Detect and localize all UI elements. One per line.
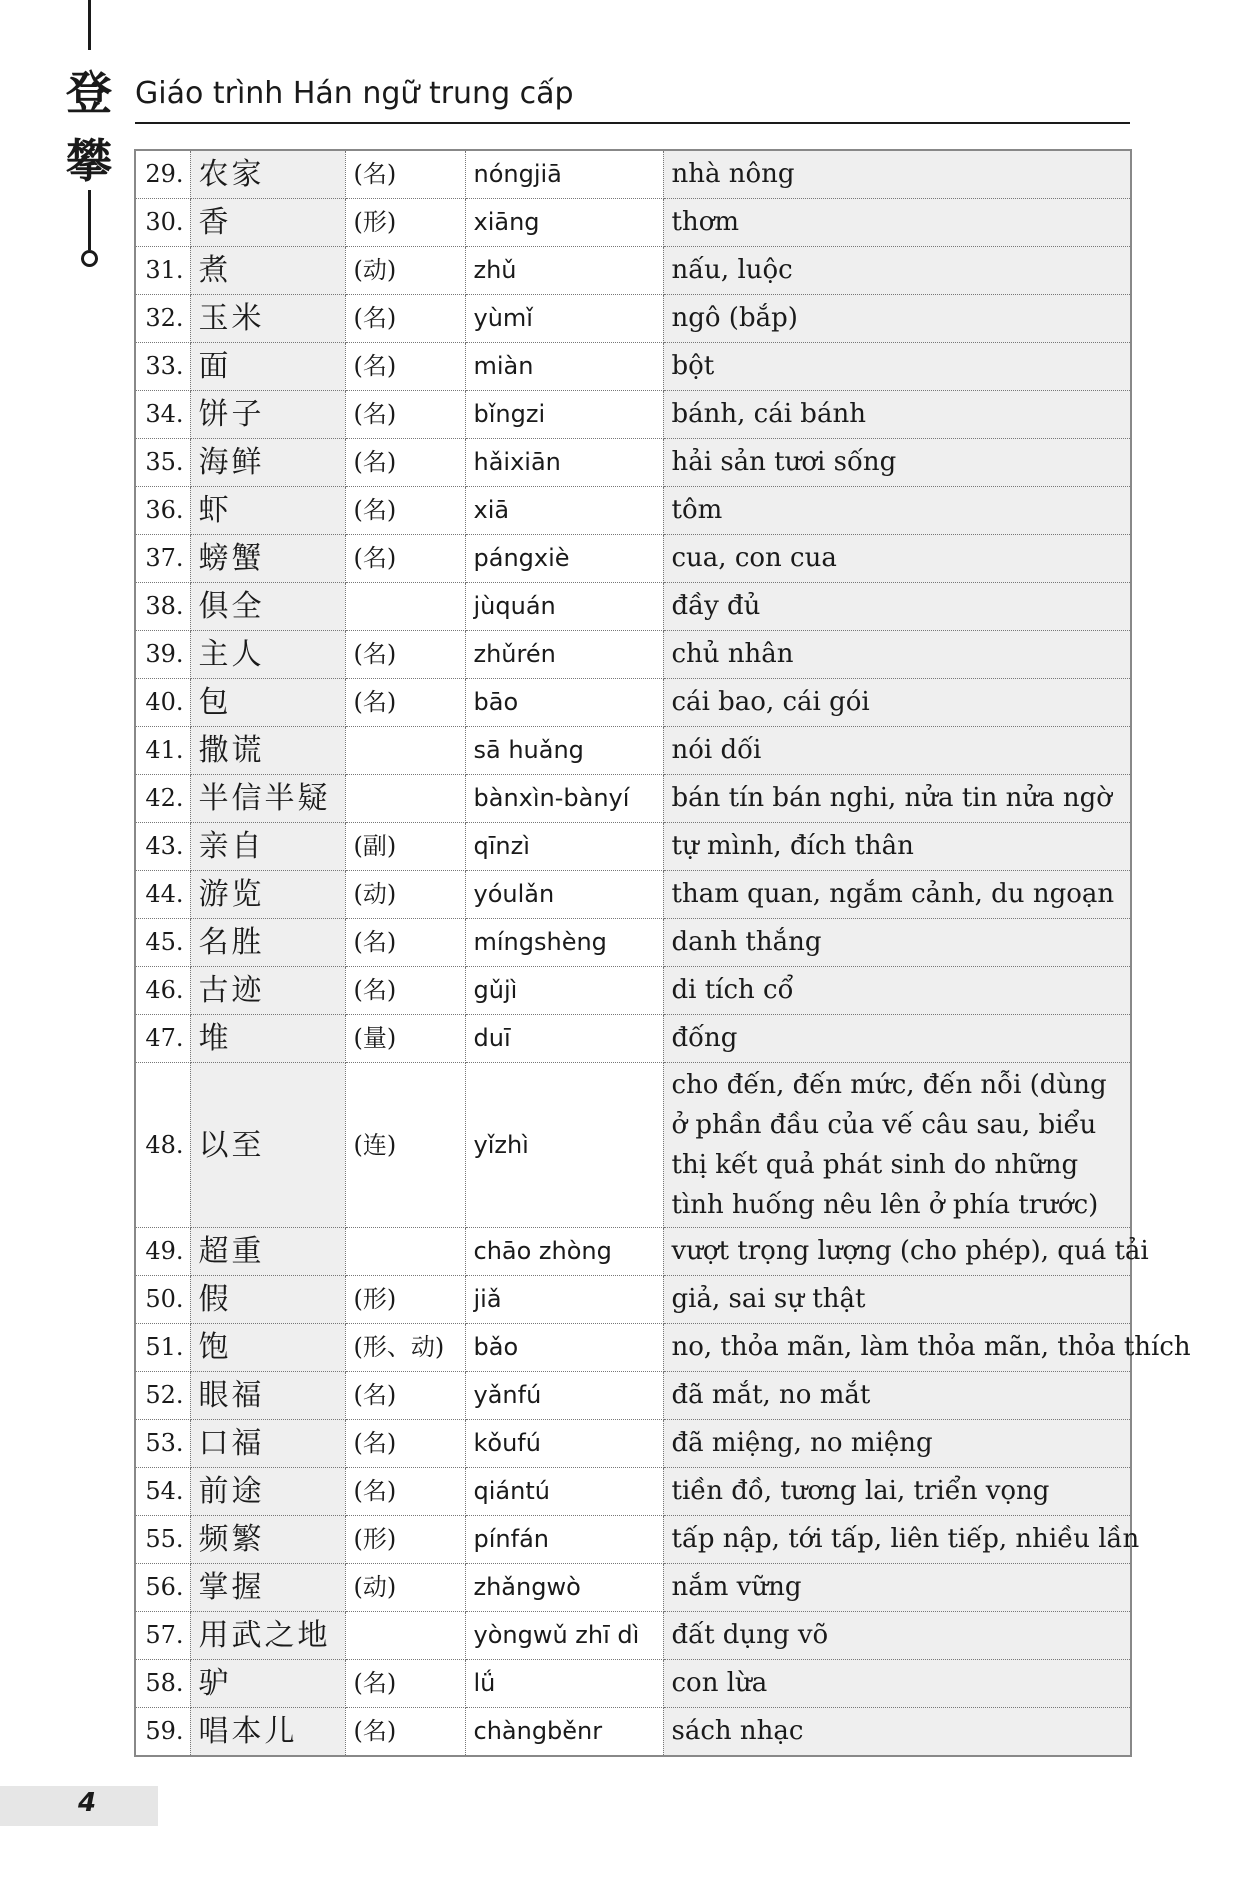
logo-char-1: 登 (66, 66, 112, 120)
vocab-meaning: cái bao, cái gói (663, 679, 1131, 727)
vocab-hanzi: 玉米 (190, 295, 345, 343)
vocab-pinyin: chàngběnr (465, 1708, 663, 1757)
vocab-row (135, 631, 1131, 679)
vocab-pinyin: bāo (465, 679, 663, 727)
vocab-pinyin: bǎo (465, 1324, 663, 1372)
vocab-hanzi: 俱全 (190, 583, 345, 631)
vocab-pinyin: zhǔrén (465, 631, 663, 679)
vocab-row (135, 1420, 1131, 1468)
vocab-meaning: tham quan, ngắm cảnh, du ngoạn (663, 871, 1131, 919)
vocab-part-of-speech: (形、动) (345, 1324, 465, 1372)
vocab-part-of-speech: (量) (345, 1015, 465, 1063)
vocab-row (135, 1564, 1131, 1612)
vocab-pinyin: zhǔ (465, 247, 663, 295)
vocab-row (135, 1276, 1131, 1324)
vocab-row (135, 391, 1131, 439)
vocab-row (135, 727, 1131, 775)
vocab-number: 52. (135, 1372, 190, 1420)
vocab-pinyin: yòngwǔ zhī dì (465, 1612, 663, 1660)
vocab-pinyin: qiántú (465, 1468, 663, 1516)
vocab-hanzi: 唱本儿 (190, 1708, 345, 1757)
vocab-meaning: danh thắng (663, 919, 1131, 967)
vocab-meaning: tự mình, đích thân (663, 823, 1131, 871)
vocab-row (135, 775, 1131, 823)
vocab-row (135, 439, 1131, 487)
vocab-row (135, 1228, 1131, 1276)
vocab-pinyin: lǘ (465, 1660, 663, 1708)
vocab-meaning: đất dụng võ (663, 1612, 1131, 1660)
vocab-hanzi: 古迹 (190, 967, 345, 1015)
vocab-meaning: thơm (663, 199, 1131, 247)
vocab-pinyin: míngshèng (465, 919, 663, 967)
vocab-part-of-speech: (名) (345, 487, 465, 535)
vocab-part-of-speech (345, 1228, 465, 1276)
vocab-number: 41. (135, 727, 190, 775)
vocab-part-of-speech: (动) (345, 1564, 465, 1612)
vocab-row (135, 535, 1131, 583)
vocab-meaning: cua, con cua (663, 535, 1131, 583)
vocab-hanzi: 游览 (190, 871, 345, 919)
side-decor-dot (81, 250, 98, 267)
vocab-number: 59. (135, 1708, 190, 1757)
vocab-number: 54. (135, 1468, 190, 1516)
vocab-meaning: bột (663, 343, 1131, 391)
vocab-meaning: con lừa (663, 1660, 1131, 1708)
vocab-number: 49. (135, 1228, 190, 1276)
vocab-row (135, 919, 1131, 967)
vocab-hanzi: 堆 (190, 1015, 345, 1063)
vocab-number: 38. (135, 583, 190, 631)
vocab-meaning: nói dối (663, 727, 1131, 775)
vocab-part-of-speech: (名) (345, 150, 465, 199)
vocabulary-table (134, 149, 1191, 1757)
vocab-meaning: tôm (663, 487, 1131, 535)
vocab-number: 56. (135, 1564, 190, 1612)
vocab-pinyin: zhǎngwò (465, 1564, 663, 1612)
vocab-part-of-speech: (名) (345, 1708, 465, 1757)
vocab-meaning: nắm vững (663, 1564, 1131, 1612)
book-title: Giáo trình Hán ngữ trung cấp (135, 76, 574, 111)
vocab-part-of-speech: (名) (345, 631, 465, 679)
vocab-meaning: nhà nông (663, 150, 1131, 199)
vocab-hanzi: 撒谎 (190, 727, 345, 775)
vocab-row (135, 679, 1131, 727)
vocab-part-of-speech: (名) (345, 1372, 465, 1420)
vocab-pinyin: duī (465, 1015, 663, 1063)
vocab-number: 57. (135, 1612, 190, 1660)
vocab-hanzi: 主人 (190, 631, 345, 679)
vocab-hanzi: 用武之地 (190, 1612, 345, 1660)
vocab-hanzi: 超重 (190, 1228, 345, 1276)
vocab-row (135, 871, 1131, 919)
vocab-hanzi: 驴 (190, 1660, 345, 1708)
title-rule (135, 122, 1130, 124)
vocab-meaning: bánh, cái bánh (663, 391, 1131, 439)
vocab-number: 29. (135, 150, 190, 199)
vocab-meaning: ngô (bắp) (663, 295, 1131, 343)
vocab-part-of-speech: (名) (345, 295, 465, 343)
vocab-pinyin: xiāng (465, 199, 663, 247)
vocab-part-of-speech: (名) (345, 967, 465, 1015)
vocab-part-of-speech: (名) (345, 391, 465, 439)
vocab-number: 36. (135, 487, 190, 535)
vocab-pinyin: miàn (465, 343, 663, 391)
vocab-hanzi: 亲自 (190, 823, 345, 871)
vocab-pinyin: yùmǐ (465, 295, 663, 343)
vocab-hanzi: 面 (190, 343, 345, 391)
vocab-pinyin: nóngjiā (465, 150, 663, 199)
vocab-row (135, 1372, 1131, 1420)
vocab-pinyin: kǒufú (465, 1420, 663, 1468)
vocab-number: 50. (135, 1276, 190, 1324)
vocab-meaning: di tích cổ (663, 967, 1131, 1015)
vocab-meaning: no, thỏa mãn, làm thỏa mãn, thỏa thích (663, 1324, 1131, 1372)
vocab-hanzi: 眼福 (190, 1372, 345, 1420)
vocab-hanzi: 名胜 (190, 919, 345, 967)
vocab-meaning: bán tín bán nghi, nửa tin nửa ngờ (663, 775, 1131, 823)
vocab-number: 58. (135, 1660, 190, 1708)
vocab-row (135, 1468, 1131, 1516)
vocab-part-of-speech: (形) (345, 1516, 465, 1564)
vocab-row (135, 487, 1131, 535)
vocab-meaning: đống (663, 1015, 1131, 1063)
vocab-number: 55. (135, 1516, 190, 1564)
vocab-hanzi: 香 (190, 199, 345, 247)
vocab-row (135, 295, 1131, 343)
vocab-meaning: cho đến, đến mức, đến nỗi (dùng ở phần đầu của vế câu sau, biểu thị kết quả phát sinh do những tình huống nêu lên ở phía trước) (663, 1063, 1131, 1228)
vocab-part-of-speech: (名) (345, 919, 465, 967)
vocab-part-of-speech: (名) (345, 343, 465, 391)
vocab-number: 37. (135, 535, 190, 583)
vocab-part-of-speech: (形) (345, 1276, 465, 1324)
vocab-pinyin: hǎixiān (465, 439, 663, 487)
side-decor-line-mid (88, 190, 91, 250)
vocab-pinyin: bànxìn-bànyí (465, 775, 663, 823)
vocab-number: 33. (135, 343, 190, 391)
vocab-row (135, 343, 1131, 391)
logo-char-2: 攀 (66, 134, 112, 188)
vocab-part-of-speech: (名) (345, 1420, 465, 1468)
vocab-hanzi: 饼子 (190, 391, 345, 439)
vocab-part-of-speech: (名) (345, 679, 465, 727)
vocab-hanzi: 煮 (190, 247, 345, 295)
vocab-part-of-speech: (名) (345, 535, 465, 583)
vocab-hanzi: 掌握 (190, 1564, 345, 1612)
vocab-number: 48. (135, 1063, 190, 1228)
vocab-part-of-speech (345, 775, 465, 823)
vocab-pinyin: yóulǎn (465, 871, 663, 919)
vocab-pinyin: pángxiè (465, 535, 663, 583)
vocab-pinyin: yǐzhì (465, 1063, 663, 1228)
vocab-part-of-speech (345, 583, 465, 631)
vocab-meaning: chủ nhân (663, 631, 1131, 679)
vocab-number: 44. (135, 871, 190, 919)
vocab-number: 34. (135, 391, 190, 439)
vocab-row (135, 823, 1131, 871)
vocab-row (135, 583, 1131, 631)
vocab-part-of-speech: (名) (345, 1660, 465, 1708)
vocab-row (135, 1516, 1131, 1564)
vocab-hanzi: 农家 (190, 150, 345, 199)
vocab-pinyin: qīnzì (465, 823, 663, 871)
vocab-hanzi: 口福 (190, 1420, 345, 1468)
vocab-row (135, 1015, 1131, 1063)
vocab-number: 39. (135, 631, 190, 679)
vocab-hanzi: 虾 (190, 487, 345, 535)
vocab-hanzi: 频繁 (190, 1516, 345, 1564)
vocab-row (135, 247, 1131, 295)
vocab-number: 31. (135, 247, 190, 295)
vocab-pinyin: jiǎ (465, 1276, 663, 1324)
vocab-part-of-speech: (动) (345, 871, 465, 919)
vocab-hanzi: 饱 (190, 1324, 345, 1372)
vocab-hanzi: 海鲜 (190, 439, 345, 487)
vocab-pinyin: gǔjì (465, 967, 663, 1015)
vocab-row (135, 1708, 1131, 1757)
vocab-part-of-speech: (副) (345, 823, 465, 871)
vocab-row (135, 150, 1131, 199)
vocab-meaning: sách nhạc (663, 1708, 1131, 1757)
vocab-number: 46. (135, 967, 190, 1015)
vocab-meaning: đã miệng, no miệng (663, 1420, 1131, 1468)
vocab-row (135, 1063, 1131, 1228)
vocab-part-of-speech: (连) (345, 1063, 465, 1228)
vocab-part-of-speech: (名) (345, 439, 465, 487)
vocab-part-of-speech (345, 1612, 465, 1660)
vocab-row (135, 199, 1131, 247)
vocab-part-of-speech: (名) (345, 1468, 465, 1516)
vocab-pinyin: bǐngzi (465, 391, 663, 439)
vocab-number: 47. (135, 1015, 190, 1063)
vocab-row (135, 1612, 1131, 1660)
vocab-hanzi: 假 (190, 1276, 345, 1324)
vocab-meaning: đầy đủ (663, 583, 1131, 631)
vocab-part-of-speech: (动) (345, 247, 465, 295)
vocab-meaning: hải sản tươi sống (663, 439, 1131, 487)
vocab-meaning: tấp nập, tới tấp, liên tiếp, nhiều lần (663, 1516, 1131, 1564)
vocab-number: 30. (135, 199, 190, 247)
vocab-number: 32. (135, 295, 190, 343)
vocab-number: 53. (135, 1420, 190, 1468)
vocab-number: 40. (135, 679, 190, 727)
vocab-meaning: đã mắt, no mắt (663, 1372, 1131, 1420)
page-number: 4 (78, 1788, 97, 1818)
vocab-number: 45. (135, 919, 190, 967)
vocab-pinyin: jùquán (465, 583, 663, 631)
vocab-hanzi: 前途 (190, 1468, 345, 1516)
vocab-meaning: tiền đồ, tương lai, triển vọng (663, 1468, 1131, 1516)
vocab-pinyin: chāo zhòng (465, 1228, 663, 1276)
vocab-number: 51. (135, 1324, 190, 1372)
vocab-hanzi: 以至 (190, 1063, 345, 1228)
vocab-row (135, 1660, 1131, 1708)
vocab-pinyin: pínfán (465, 1516, 663, 1564)
vocab-hanzi: 半信半疑 (190, 775, 345, 823)
vocab-part-of-speech: (形) (345, 199, 465, 247)
vocab-meaning: vượt trọng lượng (cho phép), quá tải (663, 1228, 1131, 1276)
vocab-hanzi: 螃蟹 (190, 535, 345, 583)
vocab-row (135, 1324, 1131, 1372)
vocab-row (135, 967, 1131, 1015)
vocab-part-of-speech (345, 727, 465, 775)
vocab-meaning: giả, sai sự thật (663, 1276, 1131, 1324)
vocab-pinyin: sā huǎng (465, 727, 663, 775)
vocab-pinyin: yǎnfú (465, 1372, 663, 1420)
vocab-number: 35. (135, 439, 190, 487)
vocab-meaning: nấu, luộc (663, 247, 1131, 295)
vocab-pinyin: xiā (465, 487, 663, 535)
vocab-number: 43. (135, 823, 190, 871)
side-decor-line-top (88, 0, 91, 50)
vocab-hanzi: 包 (190, 679, 345, 727)
vocab-number: 42. (135, 775, 190, 823)
vocabulary-table-body (135, 150, 1191, 1756)
